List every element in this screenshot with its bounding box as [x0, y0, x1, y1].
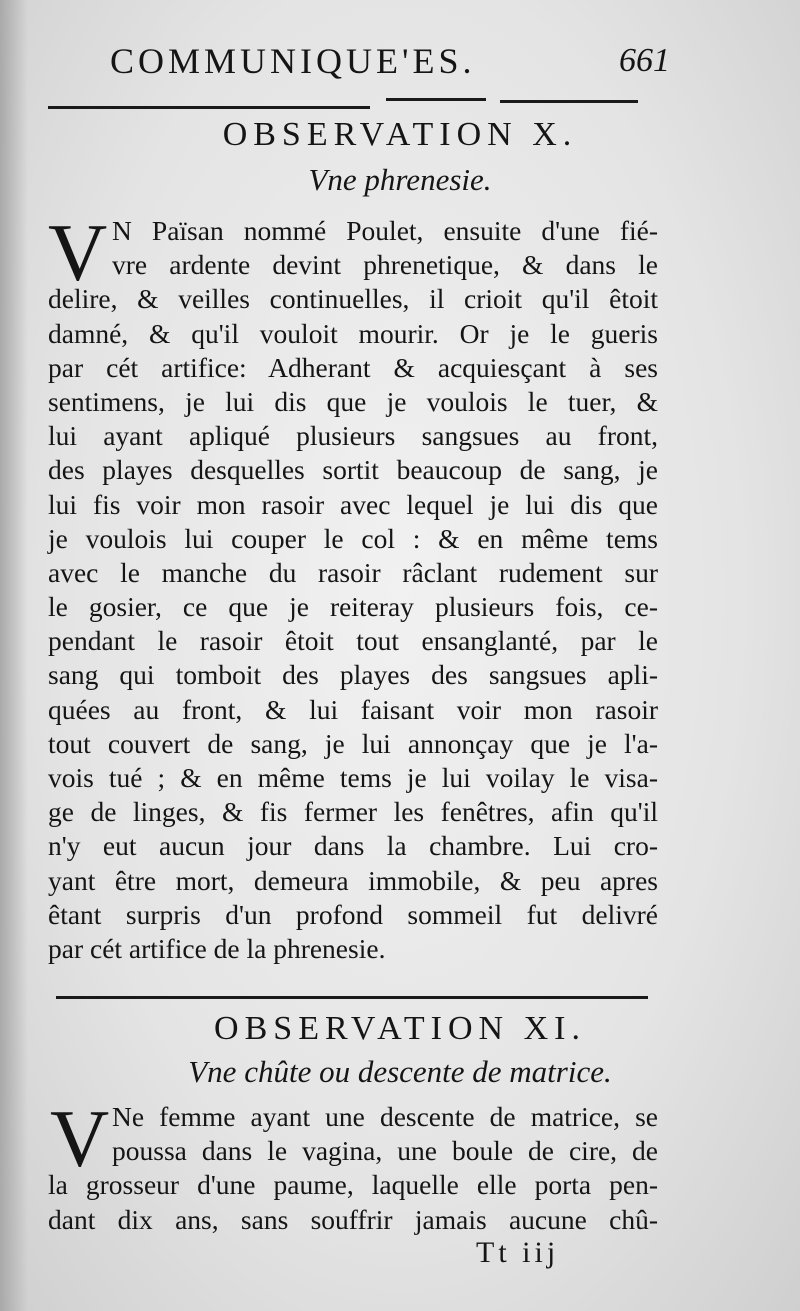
text-line: quées au front, & lui faisant voir mon rasoir — [48, 693, 658, 725]
observation-x-subtitle: Vne phrenesie. — [308, 162, 492, 197]
text-line: des playes desquelles sortit beaucoup de sang, je — [48, 454, 658, 486]
text-line: par cét artifice: Adherant & acquiesçant à ses — [48, 351, 658, 383]
page-number: 661 — [619, 42, 670, 79]
header-rule-middle — [386, 98, 486, 101]
text-line: pendant le rasoir êtoit tout ensanglanté, par le — [48, 625, 658, 657]
observation-xi-subtitle: Vne chûte ou descente de matrice. — [188, 1054, 612, 1089]
header-rule-left — [48, 106, 370, 109]
observation-x-text — [48, 207, 658, 966]
text-line: lui ayant apliqué plusieurs sangsues au front, — [48, 420, 658, 452]
signature-mark: Tt iij — [476, 1236, 560, 1269]
text-line: êtant surpris d'un profond sommeil fut delivré — [48, 898, 658, 930]
text-line: dant dix ans, sans souffrir jamais aucune chû- — [48, 1203, 658, 1235]
text-line: vre ardente devint phrenetique, & dans le — [112, 249, 658, 281]
text-line: je voulois lui couper le col : & en même tems — [48, 522, 658, 554]
text-line: par cét artifice de la phrenesie. — [48, 932, 386, 964]
text-line: sentimens, je lui dis que je voulois le tuer, & — [48, 385, 658, 417]
observation-xi-text — [48, 1093, 658, 1237]
text-line: la grosseur d'une paume, laquelle elle porta pen- — [48, 1169, 658, 1201]
running-title: COMMUNIQUE'ES. — [110, 41, 476, 81]
text-line: yant être mort, demeura immobile, & peu apres — [48, 864, 658, 896]
observation-xi-drop-cap: V — [50, 1093, 110, 1184]
text-line: damné, & qu'il vouloit mourir. Or je le gueris — [48, 317, 658, 349]
text-line: ge de linges, & fis fermer les fenêtres, afin qu'il — [48, 796, 658, 828]
section-divider-rule — [56, 996, 648, 999]
text-line: tout couvert de sang, je lui annonçay que je l'a- — [48, 727, 658, 759]
observation-x-heading: OBSERVATION X. — [222, 116, 578, 153]
text-line: sang qui tomboit des playes des sangsues apli- — [48, 659, 658, 691]
text-line: delire, & veilles continuelles, il crioit qu'il êtoit — [48, 283, 658, 315]
text-line: le gosier, ce que je reiteray plusieurs fois, ce- — [48, 591, 658, 623]
text-line: lui fis voir mon rasoir avec lequel je lui dis que — [48, 488, 658, 520]
text-line: n'y eut aucun jour dans la chambre. Lui cro- — [48, 830, 658, 862]
text-line: Ne femme ayant une descente de matrice, se — [112, 1101, 658, 1132]
text-line: avec le manche du rasoir râclant rudement sur — [48, 556, 658, 588]
running-head — [110, 36, 670, 92]
text-line: N Païsan nommé Poulet, ensuite d'une fié- — [112, 215, 658, 246]
observation-xi-heading: OBSERVATION XI. — [214, 1010, 586, 1047]
header-rule-right — [500, 100, 638, 103]
text-line: poussa dans le vagina, une boule de cire, de — [112, 1135, 658, 1167]
observation-x-drop-cap: V — [48, 207, 108, 298]
text-line: vois tué ; & en même tems je lui voilay le visa- — [48, 762, 658, 793]
